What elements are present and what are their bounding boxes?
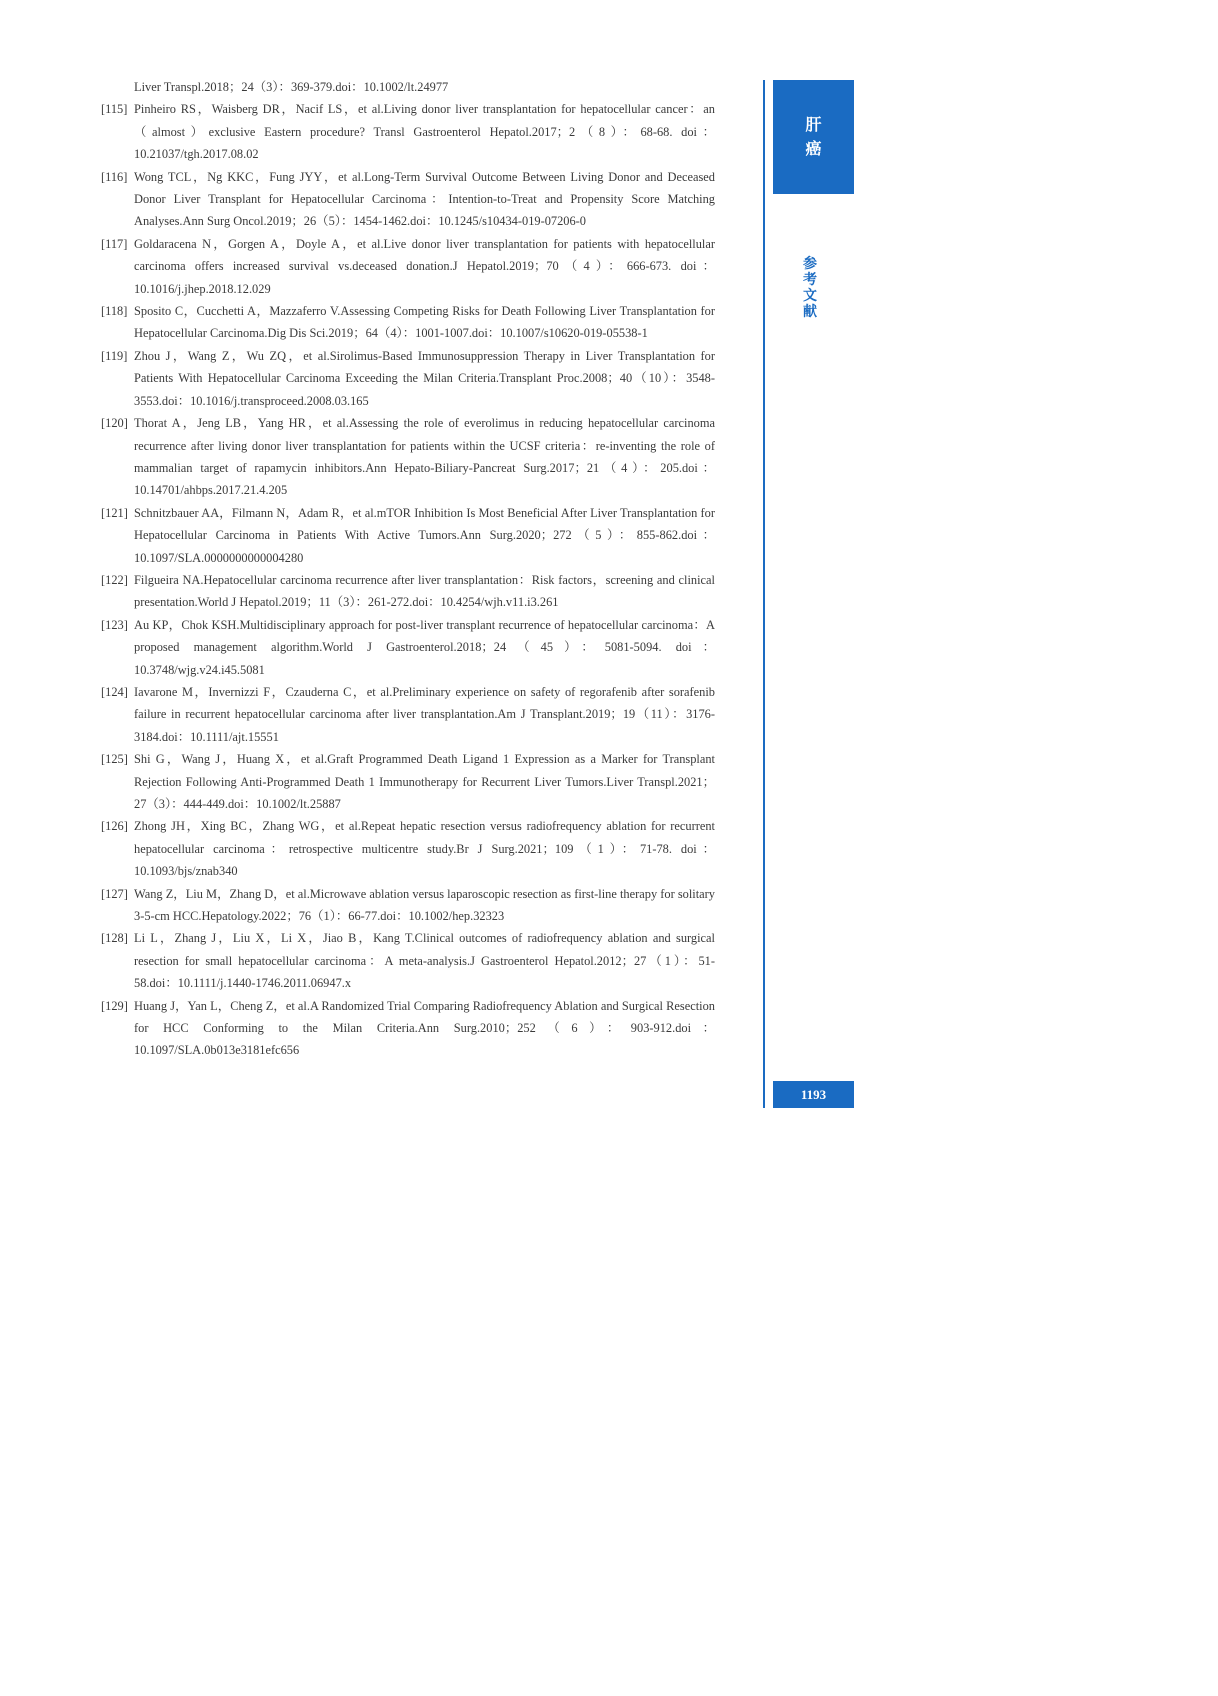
reference-text: Zhong JH，Xing BC，Zhang WG，et al.Repeat hepatic resection versus radiofrequency ablation for recurrent hepatocellular carcinoma：retrospective multicentre study.Br J Surg.2021；109（1）：71-78. doi：10.1093/bjs/znab340 [134,819,715,879]
reference-number: [127] [101,886,128,901]
reference-item [101,681,715,748]
page-number: 1193 [773,1081,854,1108]
reference-continuation: Liver Transpl.2018；24（3）：369-379.doi：10.1002/lt.24977 [134,80,449,94]
references-label-char: 文 [803,288,817,304]
reference-text: Li L，Zhang J，Liu X，Li X，Jiao B，Kang T.Clinical outcomes of radiofrequency ablation and surgical resection for small hepatocellular carcinoma：A meta-analysis.J Gastroenterol Hepatol.2012；27（1）：51-58.doi：10.1111/j.1440-1746.2011.06947.x [134,931,715,991]
reference-text: Filgueira NA.Hepatocellular carcinoma recurrence after liver transplantation：Risk factors，screening and clinical presentation.World J Hepatol.2019；11（3）：261-272.doi：10.4254/wjh.v11.i3.261 [134,572,715,610]
reference-number: [123] [101,617,128,632]
references-label-char: 参 [803,256,817,272]
reference-number: [121] [101,505,128,520]
reference-number: [125] [101,752,128,767]
reference-text: Au KP，Chok KSH.Multidisciplinary approach for post-liver transplant recurrence of hepatocellular carcinoma：A proposed management algorithm.World J Gastroenterol.2018；24（45）：5081-5094. doi：10.3748/wjg.v24.i45.5081 [134,617,715,677]
reference-text: Wong TCL，Ng KKC，Fung JYY，et al.Long-Term Survival Outcome Between Living Donor and Deceased Donor Liver Transplant for Hepatocellular Carcinoma：Intention-to-Treat and Propensity Score Matching Analyses.Ann Surg Oncol.2019；26（5）：1454-1462.doi：10.1245/s10434-019-07206-0 [134,169,715,229]
reference-item [101,614,715,681]
reference-text: Goldaracena N，Gorgen A，Doyle A，et al.Live donor liver transplantation for patients with hepatocellular carcinoma offers increased survival vs.deceased donation.J Hepatol.2019；70（4）：666-673. doi：10.1016/j.jhep.2018.12.029 [134,236,715,296]
reference-number: [124] [101,684,128,699]
reference-number: [128] [101,931,128,946]
reference-item [101,883,715,928]
reference-text: Shi G，Wang J，Huang X，et al.Graft Programmed Death Ligand 1 Expression as a Marker for Transplant Rejection Following Anti-Programmed Death 1 Immunotherapy for Recurrent Liver Tumors.Liver Transpl.2021；27（3）：444-449.doi：10.1002/lt.25887 [134,752,715,811]
sidebar-divider [763,80,765,1108]
section-title-char: 肝 [805,115,822,134]
reference-number: [129] [101,998,128,1013]
reference-number: [115] [101,102,128,117]
reference-text: Huang J，Yan L，Cheng Z，et al.A Randomized Trial Comparing Radiofrequency Ablation and Surgical Resection for HCC Conforming to the Milan Criteria.Ann Surg.2010；252（6）：903-912.doi：10.1097/SLA.0b013e3181efc656 [134,998,715,1058]
references-label-char: 考 [803,272,817,288]
reference-item [101,166,715,233]
reference-item [101,569,715,614]
references-label [800,256,820,320]
reference-item [101,345,715,412]
reference-number: [122] [101,572,128,587]
reference-item [101,412,715,502]
reference-number: [126] [101,819,128,834]
reference-text: Iavarone M，Invernizzi F，Czauderna C，et al.Preliminary experience on safety of regorafenib after sorafenib failure in recurrent hepatocellular carcinoma after liver transplantation.Am J Transplant.2019；19（11）：3176-3184.doi：10.1111/ajt.15551 [134,684,715,744]
section-title-char: 癌 [805,139,822,158]
reference-item [101,233,715,300]
reference-number: [117] [101,236,128,251]
reference-item [101,748,715,815]
reference-text: Sposito C，Cucchetti A，Mazzaferro V.Assessing Competing Risks for Death Following Liver Transplantation for Hepatocellular Carcinoma.Dig Dis Sci.2019；64（4）：1001-1007.doi：10.1007/s10620-019-05538-1 [134,304,715,341]
references-label-char: 献 [803,304,817,320]
reference-item [101,927,715,994]
reference-item [101,815,715,882]
reference-text: Thorat A，Jeng LB，Yang HR，et al.Assessing the role of everolimus in reducing hepatocellular carcinoma recurrence after living donor liver transplantation for patients within the UCSF criteria：re-inventing the role of mammalian target of rapamycin inhibitors.Ann Hepato-Biliary-Pancreat Surg.2017；21（4）：205.doi：10.14701/ahbps.2017.21.4.205 [134,416,715,498]
reference-number: [119] [101,348,128,363]
reference-number: [118] [101,304,128,319]
reference-list [101,76,715,1062]
reference-text: Zhou J，Wang Z，Wu ZQ，et al.Sirolimus-Based Immunosuppression Therapy in Liver Transplantation for Patients With Hepatocellular Carcinoma Exceeding the Milan Criteria.Transplant Proc.2008；40（10）：3548-3553.doi：10.1016/j.transproceed.2008.03.165 [134,348,715,408]
reference-item [101,300,715,345]
reference-number: [120] [101,416,128,431]
reference-item [101,98,715,165]
reference-number: [116] [101,169,128,184]
reference-item [101,502,715,569]
section-tab [773,80,854,194]
reference-text: Pinheiro RS，Waisberg DR，Nacif LS，et al.Living donor liver transplantation for hepatocellular cancer：an（almost）exclusive Eastern procedure? Transl Gastroenterol Hepatol.2017；2（8）：68-68. doi：10.21037/tgh.2017.08.02 [134,102,715,162]
reference-text: Wang Z，Liu M，Zhang D，et al.Microwave ablation versus laparoscopic resection as first-line therapy for solitary 3-5-cm HCC.Hepatology.2022；76（1）：66-77.doi：10.1002/hep.32323 [134,886,715,924]
reference-text: Schnitzbauer AA，Filmann N，Adam R，et al.mTOR Inhibition Is Most Beneficial After Liver Transplantation for Hepatocellular Carcinoma in Patients With Active Tumors.Ann Surg.2020；272（5）：855-862.doi：10.1097/SLA.0000000000004280 [134,505,715,565]
reference-item [101,995,715,1062]
